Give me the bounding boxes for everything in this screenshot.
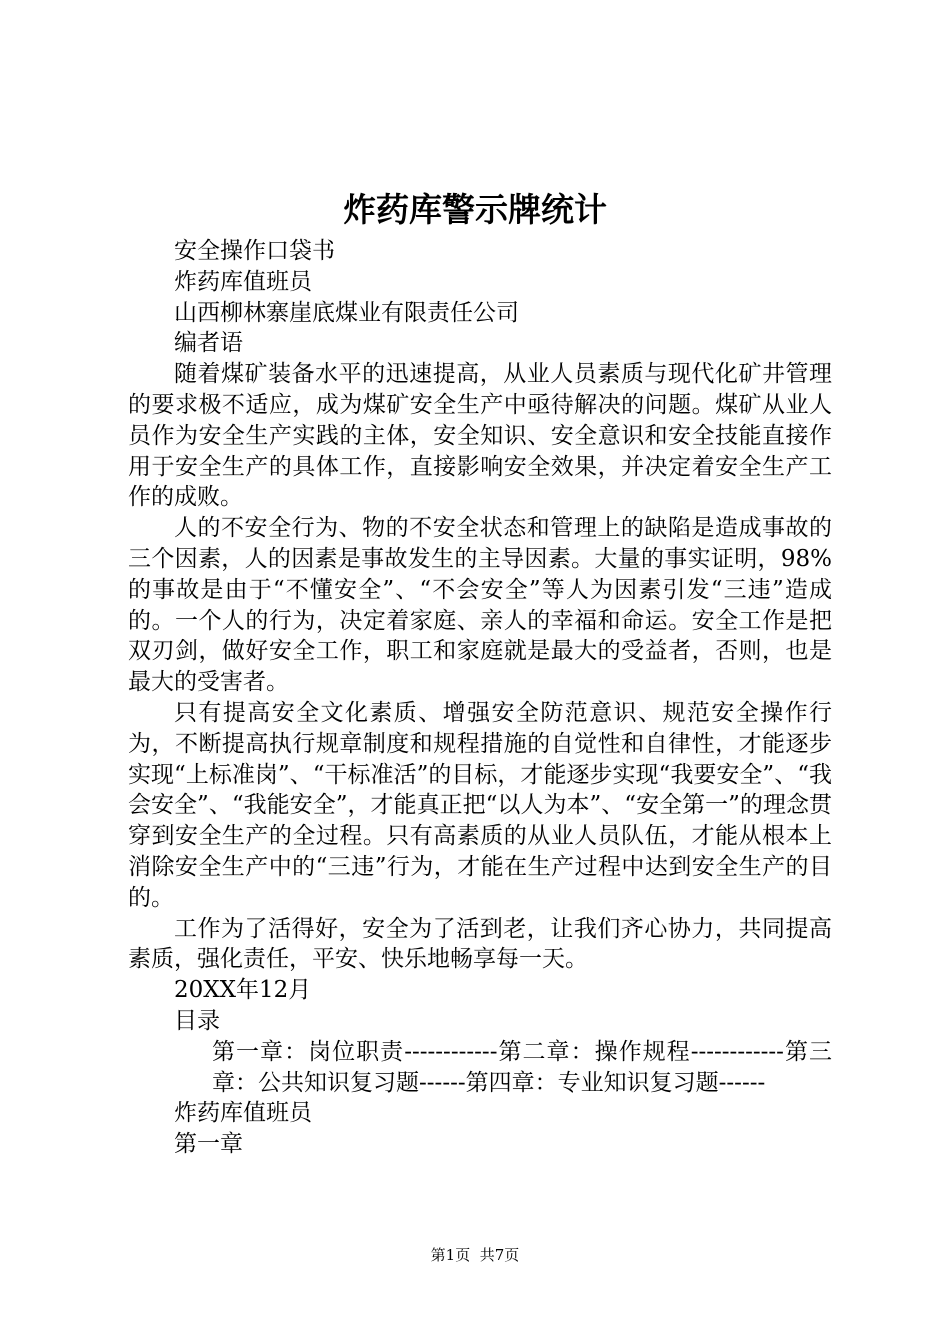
- toc-heading: 目录: [174, 1007, 220, 1034]
- page-footer: [0, 1244, 950, 1266]
- company-name: 山西柳林寨崖底煤业有限责任公司: [174, 299, 519, 326]
- document-body: [128, 236, 832, 1160]
- body-paragraph: 只有提高安全文化素质、增强安全防范意识、规范安全操作行为，不断提高执行规章制度和规程措施的自觉性和自律性，才能逐步实现“上标准岗”、“干标准活”的目标，才能逐步实现“我要安全”、“我会安全”、“我能安全”，才能真正把“以人为本”、“安全第一”的理念贯穿到安全生产的全过程。只有高素质的从业人员队伍，才能从根本上消除安全生产中的“三违”行为，才能在生产过程中达到安全生产的目的。: [128, 699, 832, 911]
- subtitle-role: 炸药库值班员: [174, 268, 312, 295]
- date-line: 20XX年12月: [174, 977, 312, 1004]
- editor-note-heading: 编者语: [174, 330, 243, 357]
- page-total: 共7页: [479, 1246, 520, 1264]
- chapter-heading: 第一章: [174, 1131, 243, 1158]
- subtitle-pocket-book: 安全操作口袋书: [174, 238, 335, 264]
- body-paragraph: 工作为了活得好，安全为了活到老，让我们齐心协力，共同提高素质，强化责任，平安、快乐地畅享每一天。: [128, 915, 832, 973]
- body-paragraph: 随着煤矿装备水平的迅速提高，从业人员素质与现代化矿井管理的要求极不适应，成为煤矿安全生产中亟待解决的问题。煤矿从业人员作为安全生产实践的主体，安全知识、安全意识和安全技能直接作用于安全生产的具体工作，直接影响安全效果，并决定着安全生产工作的成败。: [128, 361, 832, 511]
- body-paragraph: 人的不安全行为、物的不安全状态和管理上的缺陷是造成事故的三个因素，人的因素是事故发生的主导因素。大量的事实证明，98%的事故是由于“不懂安全”、“不会安全”等人为因素引发“三违”造成的。一个人的行为，决定着家庭、亲人的幸福和命运。安全工作是把双刃剑，做好安全工作，职工和家庭就是最大的受益者，否则，也是最大的受害者。: [128, 515, 832, 696]
- section-role: 炸药库值班员: [174, 1100, 312, 1127]
- document-title: 炸药库警示牌统计: [343, 190, 607, 229]
- page-number: 第1页: [430, 1246, 471, 1264]
- table-of-contents: 第一章：岗位职责------------第二章：操作规程------------第三章：公共知识复习题------第四章：专业知识复习题------: [212, 1038, 832, 1096]
